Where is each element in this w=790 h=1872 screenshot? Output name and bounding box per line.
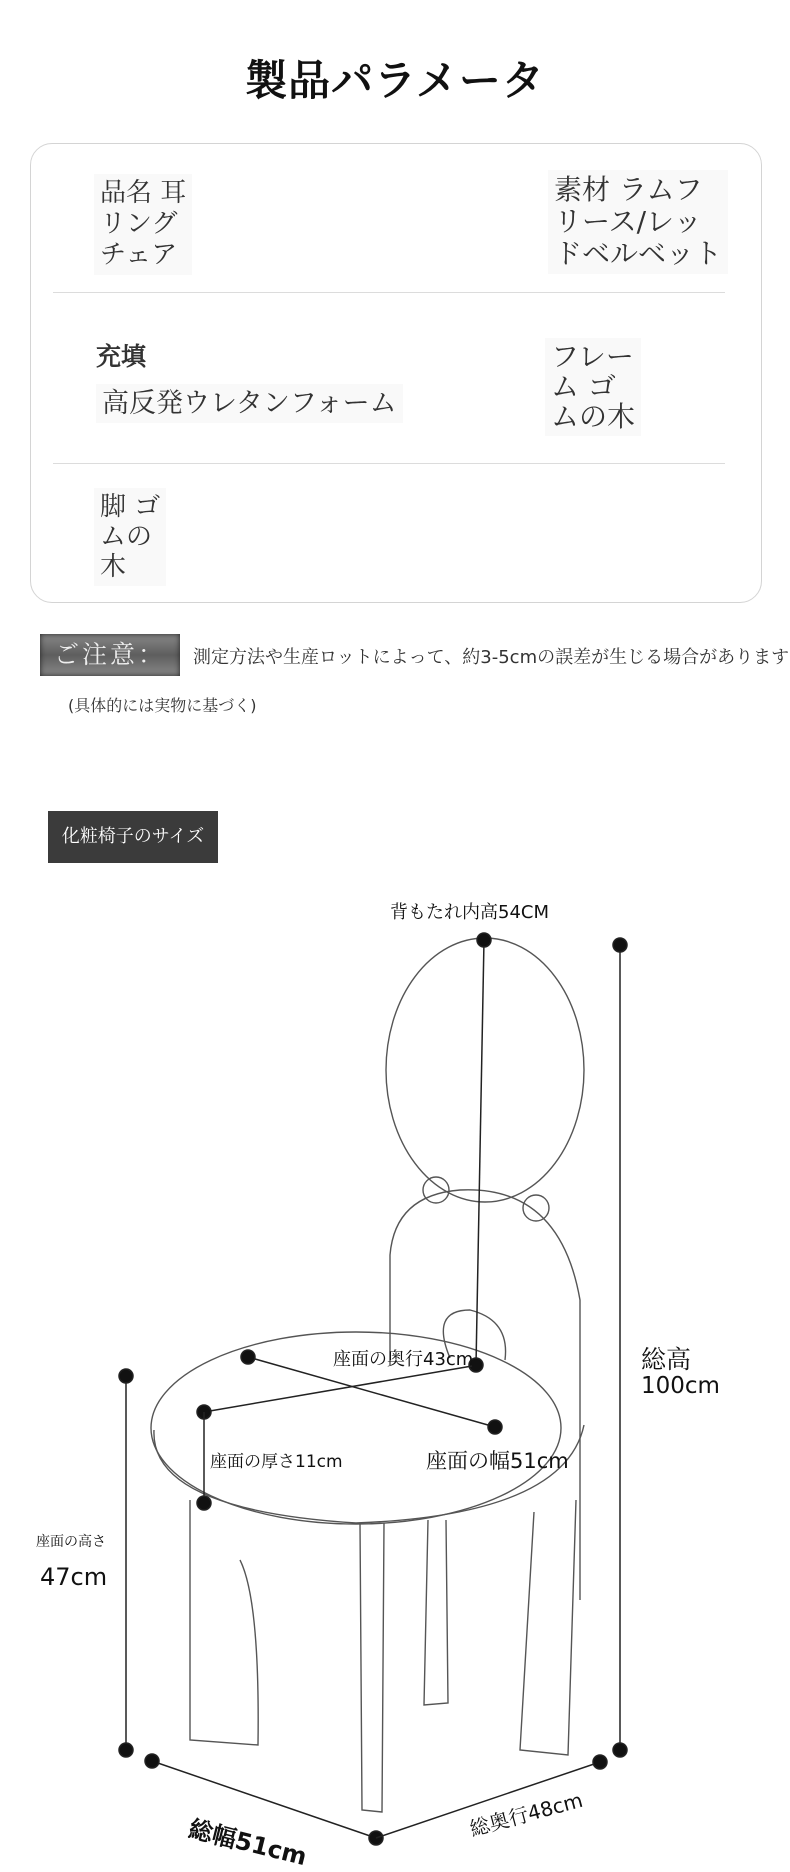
frame-value: フレー ム ゴ ムの木 [545, 338, 641, 436]
chair-back-frame [390, 1190, 580, 1600]
chair-back-right-leg [520, 1500, 576, 1755]
product-name: 品名 耳 リング チェア [94, 174, 192, 275]
total-height-label: 総高 [641, 1345, 692, 1374]
legs-value: 脚 ゴ ムの 木 [94, 488, 166, 586]
total-depth-label: 総奥行48cm [467, 1787, 586, 1842]
dimension-dot [119, 1743, 133, 1757]
chair-knob-right [523, 1195, 549, 1221]
filling-value: 高反発ウレタンフォーム [96, 384, 403, 423]
dimension-dot [197, 1496, 211, 1510]
note-text: 測定方法や生産ロットによって、約3-5cmの誤差が生じる場合があります [193, 647, 790, 668]
total-height-value: 100cm [641, 1373, 720, 1399]
seat-height-value: 47cm [40, 1563, 108, 1591]
backrest-inner-height-label: 背もたれ内高54CM [390, 902, 550, 923]
total-width-label: 総幅51cm [185, 1814, 310, 1872]
size-section-badge: 化粧椅子のサイズ [48, 811, 218, 863]
chair-outline [151, 938, 584, 1812]
seat-height-label: 座面の高さ [36, 1534, 106, 1550]
dimension-dot [488, 1420, 502, 1434]
dimension-dot [145, 1754, 159, 1768]
seat-thickness-label: 座面の厚さ11cm [210, 1452, 343, 1472]
dimension-dot [241, 1350, 255, 1364]
note-subtext: (具体的には実物に基づく) [68, 696, 257, 715]
note-badge: ご注意： [40, 634, 180, 676]
dimension-dot [613, 1743, 627, 1757]
dimension-dot [119, 1369, 133, 1383]
chair-backrest-oval [386, 938, 584, 1202]
backrest-height-line [476, 940, 484, 1365]
seat-depth-label: 座面の奥行43cm [333, 1349, 474, 1370]
seat-width-label: 座面の幅51cm [426, 1449, 569, 1473]
chair-front-left-leg [190, 1500, 258, 1745]
dimension-dot [613, 938, 627, 952]
filling-label: 充填 [96, 342, 147, 371]
dimension-dot [593, 1755, 607, 1769]
material-value: 素材 ラムフ リース/レッ ドベルベット [548, 170, 728, 274]
chair-front-center-leg [360, 1523, 384, 1812]
seat-depth-line [204, 1366, 472, 1412]
chair-back-left-leg [424, 1520, 448, 1705]
page-title: 製品パラメータ [245, 56, 545, 105]
dimension-dot [477, 933, 491, 947]
